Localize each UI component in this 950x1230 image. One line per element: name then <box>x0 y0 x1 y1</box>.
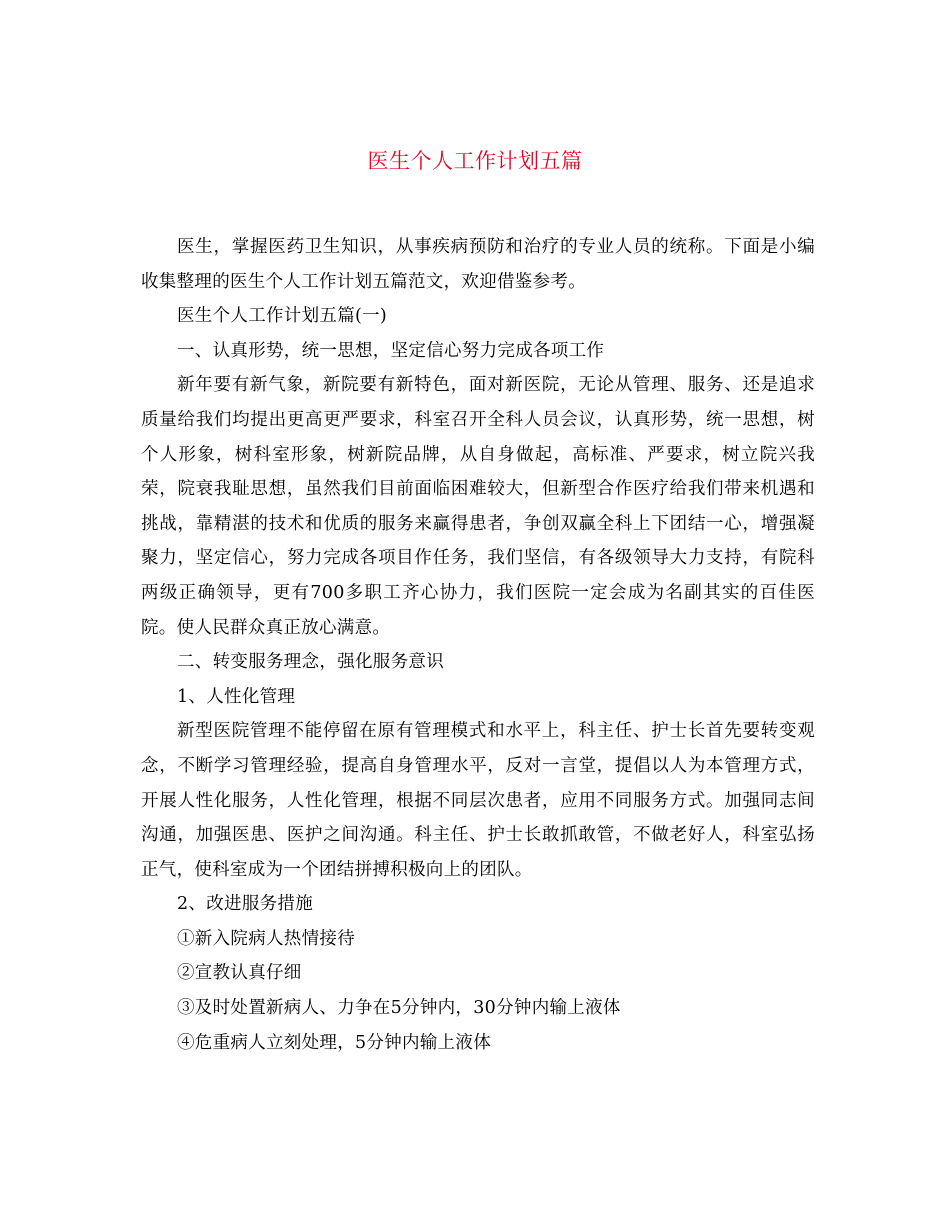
list-item: ④危重病人立刻处理，5分钟内输上液体 <box>177 1032 492 1053</box>
list-item: ②宣教认真仔细 <box>177 963 302 984</box>
subsection-heading-1: 1、人性化管理 <box>177 686 296 707</box>
body-paragraph: 新年要有新气象，新院要有新特色，面对新医院，无论从管理、服务、还是追求质量给我们均提出更高更严要求，科室召开全科人员会议，认真形势，统一思想，树个人形象，树科室形象，树新院品牌，从自身做起，高标准、严要求，树立院兴我荣，院衰我耻思想，虽然我们目前面临困难较大，但新型合作医疗给我们带来机遇和挑战，靠精湛的技术和优质的服务来赢得患者，争创双赢全科上下团结一心，增强凝聚力，坚定信心，努力完成各项目作任务，我们坚信，有各级领导大力支持，有院科两级正确领导，更有700多职工齐心协力，我们医院一定会成为名副其实的百佳医院。使人民群众真正放心满意。 <box>141 375 815 638</box>
document-body <box>141 230 815 1060</box>
section-heading-2: 二、转变服务理念，强化服务意识 <box>177 652 444 673</box>
intro-paragraph: 医生，掌握医药卫生知识，从事疾病预防和治疗的专业人员的统称。下面是小编收集整理的医生个人工作计划五篇范文，欢迎借鉴参考。 <box>141 237 815 292</box>
document-title: 医生个人工作计划五篇 <box>367 149 583 173</box>
body-paragraph: 新型医院管理不能停留在原有管理模式和水平上，科主任、护士长首先要转变观念，不断学习管理经验，提高自身管理水平，反对一言堂，提倡以人为本管理方式，开展人性化服务，人性化管理，根据不同层次患者，应用不同服务方式。加强同志间沟通，加强医患、医护之间沟通。科主任、护士长敢抓敢管，不做老好人，科室弘扬正气，使科室成为一个团结拼搏积极向上的团队。 <box>141 721 815 880</box>
plan-one-heading: 医生个人工作计划五篇(一) <box>177 306 388 327</box>
list-item: ③及时处置新病人、力争在5分钟内，30分钟内输上液体 <box>177 998 621 1019</box>
subsection-heading-2: 2、改进服务措施 <box>177 894 314 915</box>
list-item: ①新入院病人热情接待 <box>177 928 355 949</box>
section-heading-1: 一、认真形势，统一思想，坚定信心努力完成各项工作 <box>177 340 605 361</box>
